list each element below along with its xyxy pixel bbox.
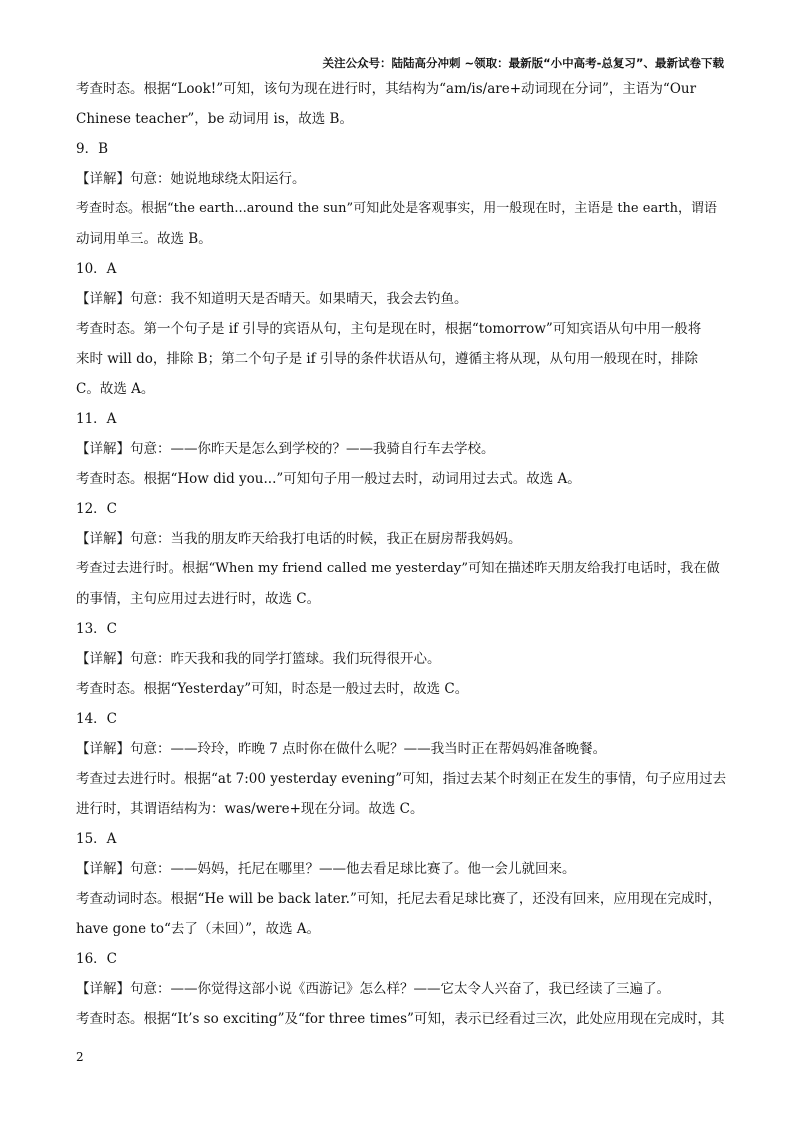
answer-number: 16．C [76,951,118,967]
text-line: 考查过去进行时。根据“When my friend called me yesterday”可知在描述昨天朋友给我打电话时，我在做 [76,561,720,576]
page-number: 2 [76,1050,84,1064]
text-line: 动词用单三。故选 B。 [76,231,212,247]
answer-explanations [76,74,726,1034]
text-line: 考查时态。根据“Yesterday”可知，时态是一般过去时，故选 C。 [76,681,469,697]
text-line: 来时 will do，排除 B；第二个句子是 if 引导的条件状语从句，遵循主将从现，从句用一般现在时，排除 [76,351,698,367]
answer-number: 11．A [76,411,117,427]
text-line: 进行时，其谓语结构为：was/were+现在分词。故选 C。 [76,801,424,817]
text-line: Chinese teacher”，be 动词用 is，故选 B。 [76,111,353,127]
page-header: 关注公众号：陆陆高分冲刺 ~领取：最新版“小中高考-总复习”、最新试卷下载 [322,56,724,70]
answer-number: 12．C [76,501,118,517]
text-line: 考查动词时态。根据“He will be back later.”可知，托尼去看足球比赛了，还没有回来，应用现在完成时， [76,891,722,907]
text-line: 考查时态。根据“Look!”可知，该句为现在进行时，其结构为“am/is/are+动词现在分词”，主语为“Our [76,81,697,97]
answer-number: 10．A [76,261,117,277]
text-line: have gone to“去了（未回）”，故选 A。 [76,921,321,937]
answer-number: 9．B [76,141,109,157]
text-line: 【详解】句意：——你昨天是怎么到学校的？——我骑自行车去学校。 [76,441,495,457]
text-line: 【详解】句意：——你觉得这部小说《西游记》怎么样？——它太令人兴奋了，我已经读了三遍了。 [76,981,670,997]
text-line: 【详解】句意：她说地球绕太阳运行。 [76,171,306,187]
answer-number: 15．A [76,831,117,847]
text-line: 【详解】句意：——玲玲，昨晚 7 点时你在做什么呢？——我当时正在帮妈妈准备晚餐。 [76,741,607,757]
text-line: 【详解】句意：当我的朋友昨天给我打电话的时候，我正在厨房帮我妈妈。 [76,531,522,547]
answer-number: 14．C [76,711,118,727]
answer-number: 13．C [76,621,118,637]
text-line: 考查时态。根据“It’s so exciting”及“for three times”可知，表示已经看过三次，此处应用现在完成时，其 [76,1011,725,1027]
text-line: 【详解】句意：我不知道明天是否晴天。如果晴天，我会去钓鱼。 [76,291,468,307]
text-line: 【详解】句意：——妈妈，托尼在哪里？——他去看足球比赛了。他一会儿就回来。 [76,861,576,877]
text-line: 考查时态。根据“How did you...”可知句子用一般过去时，动词用过去式。故选 A。 [76,471,581,487]
text-line: 【详解】句意：昨天我和我的同学打篮球。我们玩得很开心。 [76,651,441,667]
text-line: 考查过去进行时。根据“at 7:00 yesterday evening”可知，指过去某个时刻正在发生的事情，句子应用过去 [76,771,727,787]
text-line: 考查时态。第一个句子是 if 引导的宾语从句，主句是现在时，根据“tomorrow”可知宾语从句中用一般将 [76,321,702,337]
text-line: 考查时态。根据“the earth...around the sun”可知此处是客观事实，用一般现在时，主语是 the earth，谓语 [76,201,718,216]
text-line: 的事情，主句应用过去进行时，故选 C。 [76,591,321,607]
text-line: C。故选 A。 [76,381,155,397]
